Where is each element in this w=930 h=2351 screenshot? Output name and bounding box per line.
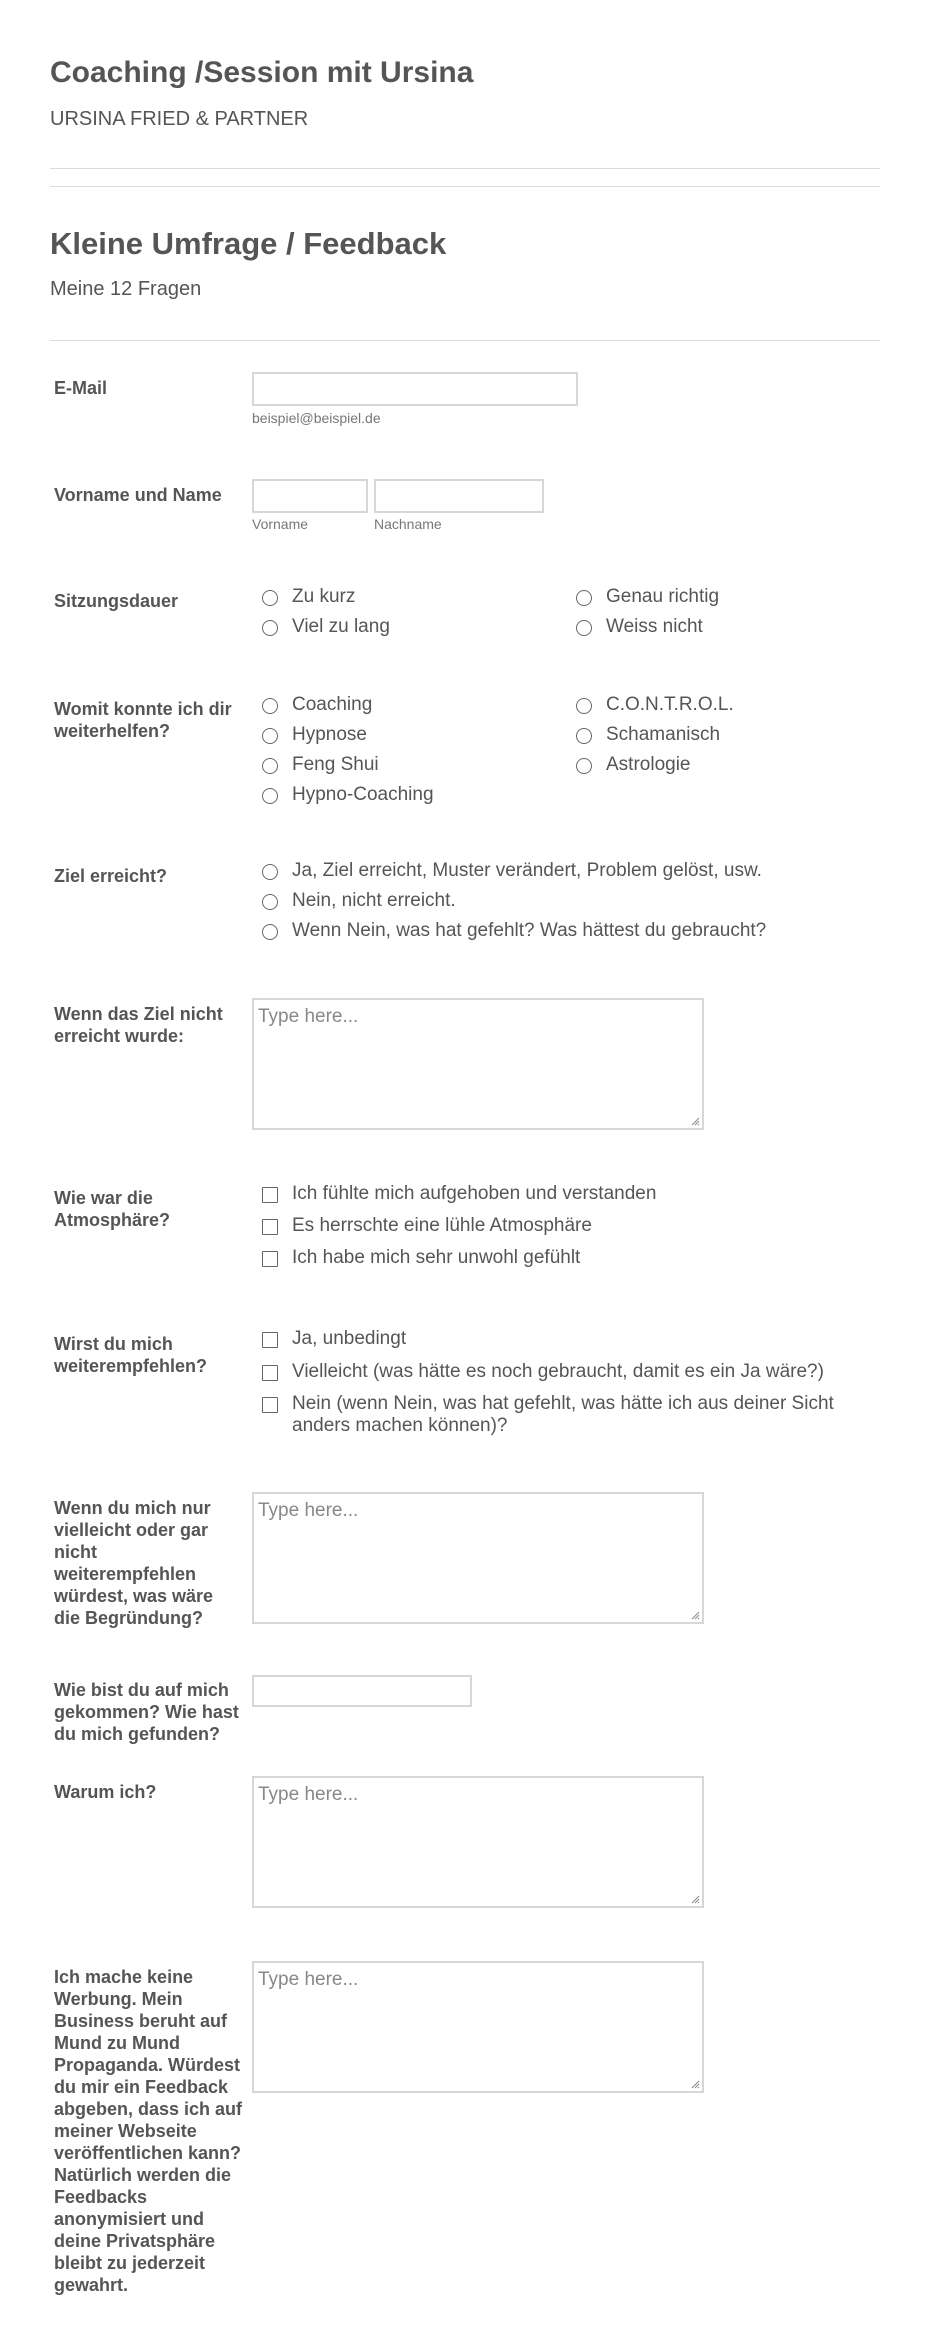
placeholder: Type here... bbox=[258, 1784, 359, 1805]
option-label: Weiss nicht bbox=[606, 616, 703, 637]
why-me-label: Warum ich? bbox=[54, 1782, 157, 1802]
option-label: Zu kurz bbox=[292, 586, 356, 607]
option-label: Astrologie bbox=[606, 754, 691, 775]
radio-button[interactable] bbox=[576, 758, 592, 774]
why-me-textarea[interactable] bbox=[252, 1776, 704, 1908]
option-label: Ich habe mich sehr unwohl gefühlt bbox=[292, 1247, 581, 1268]
radio-button[interactable] bbox=[262, 590, 278, 606]
radio-button[interactable] bbox=[262, 924, 278, 940]
radio-button[interactable] bbox=[262, 864, 278, 880]
placeholder: Type here... bbox=[258, 1969, 359, 1990]
divider bbox=[50, 186, 880, 187]
goal-label: Ziel erreicht? bbox=[54, 866, 168, 886]
radio-button[interactable] bbox=[262, 758, 278, 774]
goal-missed-label: Wenn das Ziel nicht erreicht wurde: bbox=[54, 1004, 223, 1046]
feedback-textarea[interactable] bbox=[252, 1961, 704, 2093]
goal-missed-textarea[interactable] bbox=[252, 998, 704, 1130]
option-label: Ja, unbedingt bbox=[292, 1328, 407, 1349]
resize-grip-icon[interactable] bbox=[691, 1895, 700, 1904]
checkbox[interactable] bbox=[262, 1251, 278, 1267]
radio-button[interactable] bbox=[262, 894, 278, 910]
option-label: Es herrschte eine lühle Atmosphäre bbox=[292, 1215, 592, 1236]
found-input[interactable] bbox=[252, 1675, 472, 1707]
option-label: Ich fühlte mich aufgehoben und verstanden bbox=[292, 1183, 657, 1204]
option-label: Nein (wenn Nein, was hat gefehlt, was hätte ich aus deiner Sicht anders machen können)? bbox=[292, 1393, 834, 1436]
resize-grip-icon[interactable] bbox=[691, 1117, 700, 1126]
resize-grip-icon[interactable] bbox=[691, 1611, 700, 1620]
recommend-label: Wirst du mich weiterempfehlen? bbox=[54, 1334, 208, 1376]
radio-button[interactable] bbox=[262, 788, 278, 804]
reason-label: Wenn du mich nur vielleicht oder gar nicht weiterempfehlen würdest, was wäre die Begründung? bbox=[54, 1498, 214, 1628]
feedback-label: Ich mache keine Werbung. Mein Business beruht auf Mund zu Mund Propaganda. Würdest du mir ein Feedback abgeben, dass ich auf meiner Webseite veröffentlichen kann? Natürlich werden die Feedbacks anonymisiert und deine Privatsphäre bleibt zu jederzeit gewahrt. bbox=[54, 1967, 243, 2295]
form-title: Coaching /Session mit Ursina bbox=[50, 56, 474, 89]
option-label: C.O.N.T.R.O.L. bbox=[606, 694, 734, 715]
checkbox[interactable] bbox=[262, 1219, 278, 1235]
found-label: Wie bist du auf mich gekommen? Wie hast du mich gefunden? bbox=[54, 1680, 239, 1744]
first-name-input[interactable] bbox=[252, 479, 368, 513]
checkbox[interactable] bbox=[262, 1397, 278, 1413]
option-label: Feng Shui bbox=[292, 754, 379, 775]
radio-button[interactable] bbox=[262, 620, 278, 636]
email-input[interactable] bbox=[252, 372, 578, 406]
resize-grip-icon[interactable] bbox=[691, 2080, 700, 2089]
last-name-input[interactable] bbox=[374, 479, 544, 513]
option-label: Viel zu lang bbox=[292, 616, 390, 637]
checkbox[interactable] bbox=[262, 1365, 278, 1381]
option-label: Coaching bbox=[292, 694, 373, 715]
first-name-hint: Vorname bbox=[252, 516, 309, 532]
radio-button[interactable] bbox=[576, 620, 592, 636]
option-label: Ja, Ziel erreicht, Muster verändert, Problem gelöst, usw. bbox=[292, 860, 762, 881]
duration-label: Sitzungsdauer bbox=[54, 591, 179, 611]
placeholder: Type here... bbox=[258, 1500, 359, 1521]
email-label: E-Mail bbox=[54, 378, 108, 398]
radio-button[interactable] bbox=[262, 728, 278, 744]
option-label: Hypnose bbox=[292, 724, 367, 745]
option-label: Genau richtig bbox=[606, 586, 720, 607]
option-label: Hypno-Coaching bbox=[292, 784, 434, 805]
placeholder: Type here... bbox=[258, 1006, 359, 1027]
form-subtitle: URSINA FRIED & PARTNER bbox=[50, 108, 309, 130]
option-label: Schamanisch bbox=[606, 724, 721, 745]
checkbox[interactable] bbox=[262, 1187, 278, 1203]
section-subtitle: Meine 12 Fragen bbox=[50, 278, 202, 300]
atmosphere-label: Wie war die Atmosphäre? bbox=[54, 1188, 171, 1230]
option-label: Vielleicht (was hätte es noch gebraucht, damit es ein Ja wäre?) bbox=[292, 1361, 824, 1382]
section-title: Kleine Umfrage / Feedback bbox=[50, 226, 447, 261]
option-label: Wenn Nein, was hat gefehlt? Was hättest du gebraucht? bbox=[292, 920, 767, 941]
email-hint: beispiel@beispiel.de bbox=[252, 410, 381, 426]
divider bbox=[50, 340, 880, 341]
radio-button[interactable] bbox=[262, 698, 278, 714]
reason-textarea[interactable] bbox=[252, 1492, 704, 1624]
checkbox[interactable] bbox=[262, 1332, 278, 1348]
last-name-hint: Nachname bbox=[374, 516, 442, 532]
radio-button[interactable] bbox=[576, 728, 592, 744]
divider bbox=[50, 168, 880, 169]
name-label: Vorname und Name bbox=[54, 485, 222, 505]
help-label: Womit konnte ich dir weiterhelfen? bbox=[54, 699, 232, 741]
radio-button[interactable] bbox=[576, 698, 592, 714]
radio-button[interactable] bbox=[576, 590, 592, 606]
option-label: Nein, nicht erreicht. bbox=[292, 890, 456, 911]
